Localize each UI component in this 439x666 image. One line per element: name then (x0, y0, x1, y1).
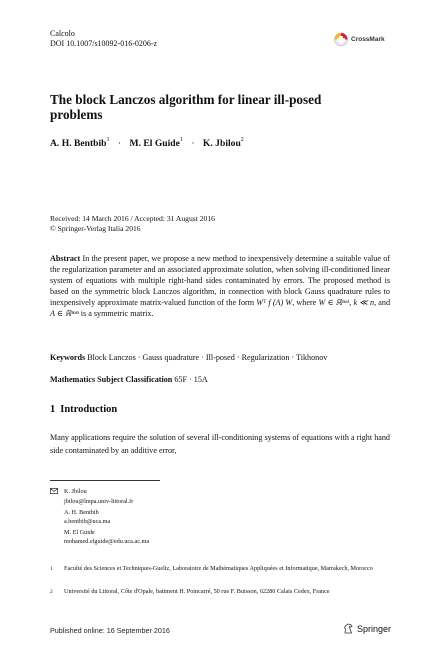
correspondence-entry (50, 529, 149, 546)
keywords-text: Block Lanczos · Gauss quadrature · Ill-posed · Regularization · Tikhonov (87, 353, 328, 362)
crossmark-badge[interactable] (334, 32, 385, 47)
copyright: © Springer-Verlag Italia 2016 (50, 224, 141, 233)
journal-name: Calcolo (50, 29, 75, 38)
correspondence-email[interactable]: mohamed.elguide@edu.uca.ac.ma (64, 537, 150, 545)
received-accepted: Received: 14 March 2016 / Accepted: 31 August 2016 (50, 214, 215, 223)
correspondence-name: M. El Guide (64, 529, 95, 537)
keywords (50, 352, 390, 363)
correspondence-email[interactable]: jbilou@lmpa.univ-littoral.fr (64, 497, 134, 505)
author-name[interactable]: K. Jbilou (202, 138, 241, 149)
springer-horse-icon (343, 623, 354, 634)
abstract (50, 253, 390, 319)
footnote-mark: 2 (50, 589, 53, 595)
springer-logo (343, 623, 391, 634)
abstract-math: W ∈ ℝⁿˣᵏ, (318, 298, 352, 308)
keywords-label: Keywords (50, 353, 86, 362)
footnote-text: Université du Littoral, Côte d'Opale, batiment H. Poincarré, 50 rue F. Buisson, 62280 Calais Cedex, France (64, 588, 330, 595)
section-number: 1 (50, 404, 56, 415)
abstract-math: Wᵀ f (A) W (256, 298, 293, 308)
abstract-text: , where (292, 298, 317, 308)
footnote-divider (50, 480, 160, 481)
author-affiliation-mark: 2 (240, 137, 244, 143)
abstract-label: Abstract (50, 254, 81, 263)
footnote-text: Faculté des Sciences et Techniques-Gueliz, Laboratoire de Mathématiques Appliquées et Informatique, Marrakech, Morocco (64, 565, 373, 572)
author-list (50, 138, 244, 149)
publisher-name: Springer (357, 623, 392, 634)
correspondence-entry (50, 509, 149, 526)
section-heading (50, 404, 117, 415)
author-separator: · (191, 138, 195, 149)
author-separator: · (117, 138, 122, 149)
abstract-text: is a symmetric matrix. (80, 309, 154, 319)
correspondence-name: K. Jbilou (64, 488, 87, 495)
crossmark-icon (334, 32, 348, 47)
correspondence-block (50, 488, 149, 550)
msc-classification (50, 374, 208, 385)
author-name[interactable]: A. H. Bentbib (50, 138, 107, 149)
abstract-math: k ≪ n (353, 298, 375, 308)
abstract-math: A ∈ ℝⁿˣⁿ (50, 309, 79, 319)
author-affiliation-mark: 1 (179, 137, 183, 143)
envelope-icon (50, 488, 64, 498)
abstract-text: In the present paper, we propose a new method to inexpensively determine a suitable value of the regularization parameter and an associated approximate solution, when solving ill-conditioned linear system of equations with multiple right-hand sides contaminated by errors. The proposed method is based on the symmetric block Lanczos algorithm, in connection with block Gauss quadrature rules to inexpensively approximate matrix-valued function of the form (50, 254, 390, 308)
crossmark-label: CrossMark (351, 36, 385, 43)
published-online: Published online: 16 September 2016 (50, 626, 170, 635)
affiliation-footnote (50, 565, 384, 573)
doi[interactable]: DOI 10.1007/s10092-016-0206-z (50, 39, 158, 48)
affiliation-footnote (50, 588, 384, 596)
correspondence-name: A. H. Bentbib (64, 509, 99, 517)
section-title: Introduction (60, 404, 118, 415)
correspondence-entry (50, 488, 149, 506)
abstract-text: , and (374, 298, 391, 308)
journal-header (50, 29, 157, 49)
msc-text: 65F · 15A (174, 375, 208, 384)
footnote-mark: 1 (50, 566, 53, 572)
author-affiliation-mark: 1 (106, 137, 110, 143)
correspondence-email[interactable]: a.bentbib@uca.ma (64, 517, 111, 525)
author-name[interactable]: M. El Guide (129, 138, 180, 149)
paper-title: The block Lanczos algorithm for linear ill-posed problems (50, 92, 322, 122)
msc-label: Mathematics Subject Classification (50, 375, 173, 384)
publication-dates (50, 214, 215, 234)
intro-paragraph: Many applications require the solution of several ill-conditioning systems of equations with a right hand side contaminated by an additive error, (50, 433, 390, 455)
